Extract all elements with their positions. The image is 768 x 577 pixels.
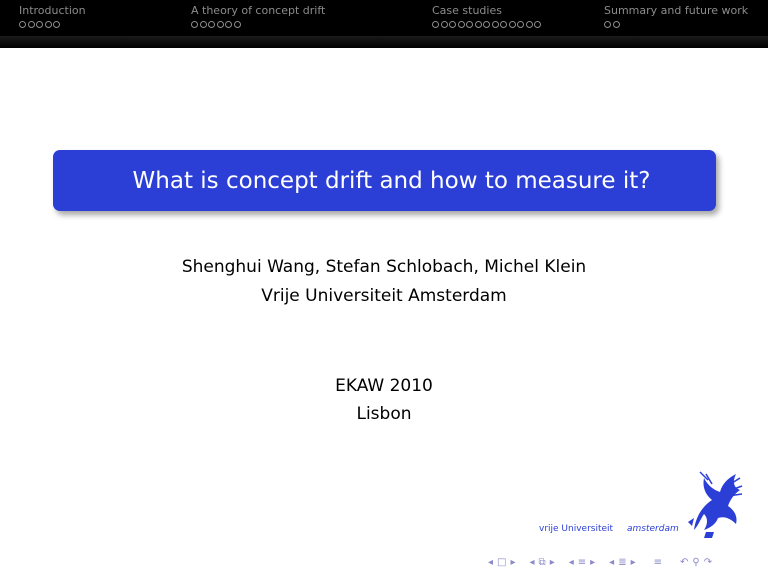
frame-dot[interactable] xyxy=(604,21,611,28)
subsection-left-icon[interactable]: ◂ xyxy=(529,557,535,568)
frame-dot[interactable] xyxy=(500,21,507,28)
nav-section-dots xyxy=(432,21,541,28)
frame-dot[interactable] xyxy=(19,21,26,28)
frame-right-icon[interactable]: ▸ xyxy=(510,557,516,568)
nav-section-introduction[interactable] xyxy=(19,4,86,28)
logo-text-amsterdam: amsterdam xyxy=(627,524,679,534)
frame-left-icon[interactable]: ◂ xyxy=(488,557,494,568)
frame-dot[interactable] xyxy=(53,21,60,28)
griffin-logo-icon xyxy=(684,470,744,540)
event-location: Lisbon xyxy=(356,404,412,424)
frame-dot[interactable] xyxy=(441,21,448,28)
frame-dot[interactable] xyxy=(208,21,215,28)
search-icon[interactable]: ⚲ xyxy=(692,557,700,568)
subsubsection-box-icon[interactable]: ≣ xyxy=(618,557,627,568)
frame-dot[interactable] xyxy=(45,21,52,28)
nav-section-dots xyxy=(191,21,325,28)
frame-dot[interactable] xyxy=(526,21,533,28)
frame-dot[interactable] xyxy=(509,21,516,28)
section-navigation-bar xyxy=(0,0,768,48)
nav-section-dots xyxy=(19,21,86,28)
nav-section-dots xyxy=(604,21,748,28)
subsubsection-left-icon[interactable]: ◂ xyxy=(609,557,615,568)
subsubsection-right-icon[interactable]: ▸ xyxy=(630,557,636,568)
frame-dot[interactable] xyxy=(28,21,35,28)
authors: Shenghui Wang, Stefan Schlobach, Michel Klein xyxy=(181,257,587,277)
nav-section-label: Case studies xyxy=(432,4,502,17)
nav-section-case-studies[interactable] xyxy=(432,4,541,28)
forward-icon[interactable]: ↷ xyxy=(703,557,713,568)
frame-box-icon[interactable]: □ xyxy=(497,557,507,568)
frame-dot[interactable] xyxy=(449,21,456,28)
frame-dot[interactable] xyxy=(200,21,207,28)
frame-dot[interactable] xyxy=(191,21,198,28)
event-name: EKAW 2010 xyxy=(335,376,433,396)
frame-dot[interactable] xyxy=(217,21,224,28)
logo-text-vrije-universiteit: vrije Universiteit xyxy=(539,524,614,534)
section-right-icon[interactable]: ▸ xyxy=(590,557,596,568)
affiliation: Vrije Universiteit Amsterdam xyxy=(261,286,507,306)
frame-dot[interactable] xyxy=(613,21,620,28)
frame-dot[interactable] xyxy=(36,21,43,28)
nav-section-label: Summary and future work xyxy=(604,4,749,17)
nav-section-summary[interactable] xyxy=(604,4,748,28)
frame-dot[interactable] xyxy=(225,21,232,28)
frame-dot[interactable] xyxy=(517,21,524,28)
subsection-box-icon[interactable]: ⧉ xyxy=(538,557,546,568)
frame-dot[interactable] xyxy=(458,21,465,28)
subsection-right-icon[interactable]: ▸ xyxy=(549,557,555,568)
nav-section-label: A theory of concept drift xyxy=(191,4,326,17)
align-icon[interactable]: ≡ xyxy=(653,557,663,568)
beamer-navigation-symbols xyxy=(488,556,712,570)
section-left-icon[interactable]: ◂ xyxy=(568,557,574,568)
section-box-icon[interactable]: ≡ xyxy=(577,557,587,568)
nav-section-label: Introduction xyxy=(19,4,86,17)
frame-dot[interactable] xyxy=(475,21,482,28)
frame-dot[interactable] xyxy=(432,21,439,28)
title-box xyxy=(53,150,716,211)
navigation-bar-strip xyxy=(0,36,768,48)
frame-dot[interactable] xyxy=(492,21,499,28)
frame-dot[interactable] xyxy=(483,21,490,28)
slide-title: What is concept drift and how to measure it? xyxy=(132,167,651,194)
frame-dot[interactable] xyxy=(466,21,473,28)
frame-dot[interactable] xyxy=(534,21,541,28)
back-icon[interactable]: ↶ xyxy=(680,557,689,568)
frame-dot[interactable] xyxy=(234,21,241,28)
nav-section-theory[interactable] xyxy=(191,4,325,28)
